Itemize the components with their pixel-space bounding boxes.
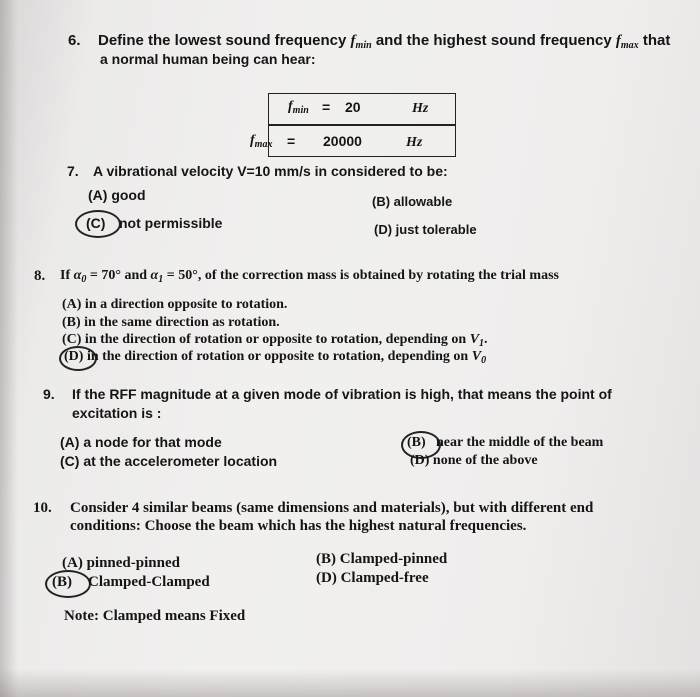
fmax-symbol: $f_{max}$ bbox=[615, 33, 639, 51]
alpha1-symbol: $\alpha_1$ bbox=[150, 268, 164, 285]
q6-text-b: and the highest sound frequency bbox=[375, 32, 612, 49]
q8-option-c: (C) in the direction of rotation or opposite to rotation, depending on $V_1$. bbox=[62, 332, 488, 349]
q9-line1: If the RFF magnitude at a given mode of vibration is high, that means the point of bbox=[72, 386, 612, 402]
q6-line1 bbox=[98, 32, 670, 51]
q8-option-d: (D) in the direction of rotation or opposite to rotation, depending on $V_0$ bbox=[64, 349, 487, 366]
alpha0-symbol: $\alpha_0$ bbox=[73, 268, 87, 285]
q9-option-a: (A) a node for that mode bbox=[60, 434, 222, 450]
fmin-value: 20 bbox=[345, 99, 361, 115]
q7-option-c-label: (C) bbox=[86, 215, 106, 231]
q6-line2: a normal human being can hear: bbox=[100, 51, 316, 67]
fmax-label: $f_{max}$ bbox=[250, 133, 273, 150]
fmax-value: 20000 bbox=[323, 133, 362, 149]
page-edge-shadow bbox=[0, 0, 18, 697]
fmax-box bbox=[268, 125, 456, 157]
q8-number: 8. bbox=[34, 268, 46, 284]
q7-option-c-text: not permissible bbox=[119, 215, 223, 231]
q7-number: 7. bbox=[67, 163, 79, 179]
q6-number: 6. bbox=[68, 32, 81, 49]
q10-option-c: (B) Clamped-pinned bbox=[316, 551, 448, 567]
q8-option-b: (B) in the same direction as rotation. bbox=[62, 315, 280, 330]
q10-line2: conditions: Choose the beam which has the highest natural frequencies. bbox=[70, 518, 527, 534]
q9-option-c: (C) at the accelerometer location bbox=[60, 453, 278, 469]
fmin-label: $f_{min}$ bbox=[288, 99, 309, 116]
q9-number: 9. bbox=[43, 386, 55, 402]
page-bottom-shadow bbox=[0, 669, 700, 697]
q8-option-a: (A) in a direction opposite to rotation. bbox=[62, 297, 288, 312]
fmin-unit: Hz bbox=[412, 101, 429, 116]
q6-text-c: that bbox=[642, 32, 671, 49]
q7-option-d: (D) just tolerable bbox=[374, 222, 477, 237]
q9-line2: excitation is : bbox=[72, 405, 162, 421]
q10-line1: Consider 4 similar beams (same dimensions and materials), but with different end bbox=[70, 500, 594, 516]
q7-option-b: (B) allowable bbox=[372, 194, 453, 209]
q10-option-b-label: (B) bbox=[52, 574, 72, 590]
q9-option-b-text: near the middle of the beam bbox=[436, 435, 604, 450]
q10-option-d: (D) Clamped-free bbox=[316, 570, 429, 586]
fmax-eq: = bbox=[287, 133, 296, 149]
fmin-eq: = bbox=[322, 99, 331, 115]
q9-option-d: (D) none of the above bbox=[410, 453, 538, 468]
q10-note: Note: Clamped means Fixed bbox=[64, 608, 246, 624]
q6-text-a: Define the lowest sound frequency bbox=[98, 32, 347, 49]
q10-number: 10. bbox=[33, 500, 52, 516]
fmin-symbol: $f_{min}$ bbox=[350, 33, 372, 51]
q10-option-b-text: Clamped-Clamped bbox=[88, 574, 210, 590]
q10-option-a: (A) pinned-pinned bbox=[62, 555, 180, 571]
q7-option-a: (A) good bbox=[88, 187, 146, 203]
q7-text: A vibrational velocity V=10 mm/s in considered to be: bbox=[93, 163, 448, 179]
q9-option-b-label: (B) bbox=[407, 435, 426, 450]
fmax-unit: Hz bbox=[406, 135, 423, 150]
q8-line1: If $\alpha_0 = 70^\circ$ and $\alpha_1 = 50^\circ$, of the correction mass is obtained by rotating the trial mass bbox=[60, 268, 559, 285]
